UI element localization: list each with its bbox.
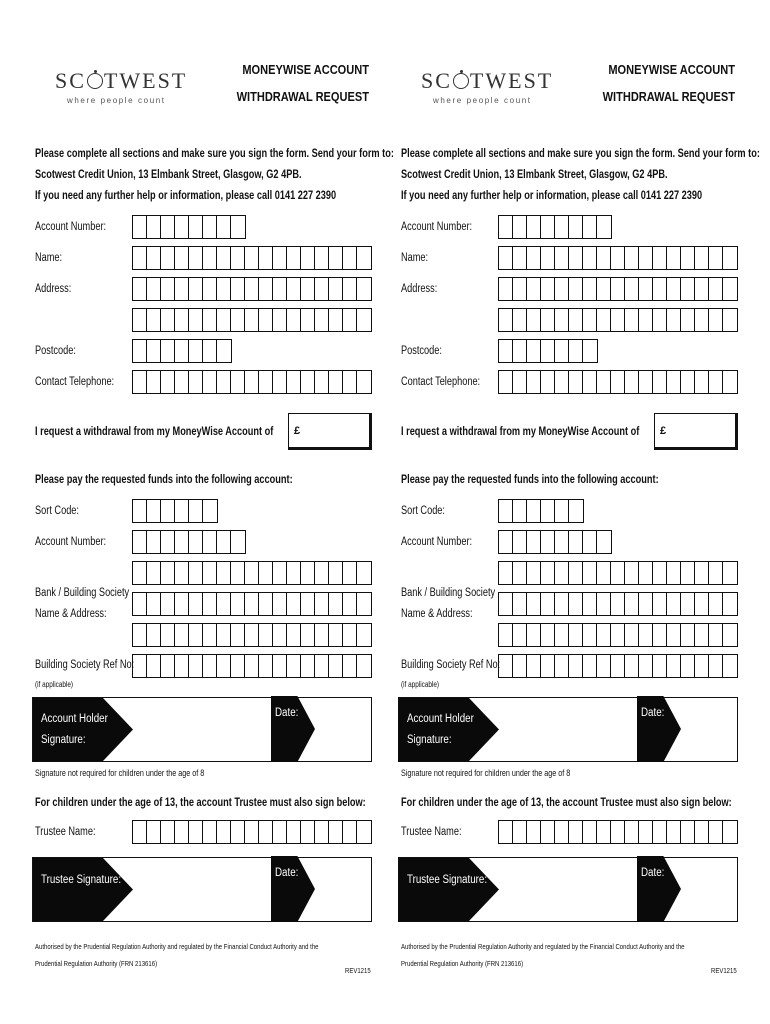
address-label: Address:: [401, 283, 438, 295]
account-number-boxes[interactable]: [132, 215, 246, 239]
address-boxes-line1[interactable]: [132, 277, 372, 301]
signature-age-note: Signature not required for children under the age of 8: [35, 768, 205, 778]
account-holder-label-line1: Account Holder: [41, 713, 108, 725]
form-title-line2: WITHDRAWAL REQUEST: [236, 89, 369, 104]
sort-code-label: Sort Code:: [35, 505, 79, 517]
trustee-signature-label: Trustee Signature:: [407, 874, 488, 886]
footer-line1: Authorised by the Prudential Regulation Authority and regulated by the Financial Conduct Authority and the: [35, 942, 319, 951]
account-number-boxes[interactable]: [498, 215, 612, 239]
trustee-name-label: Trustee Name:: [401, 826, 462, 838]
withdrawal-request-text: I request a withdrawal from my MoneyWise Account of: [35, 426, 274, 438]
logo-tagline: where people count: [433, 96, 532, 105]
trustee-signature-box[interactable]: [32, 857, 372, 922]
account-holder-signature-box[interactable]: [398, 697, 738, 762]
if-applicable-note: (if applicable): [401, 680, 440, 689]
bank-label-line2: Name & Address:: [35, 608, 107, 620]
logo-ring-icon: [87, 73, 103, 89]
contact-telephone-label: Contact Telephone:: [401, 376, 481, 388]
postcode-boxes[interactable]: [498, 339, 598, 363]
trustee-heading: For children under the age of 13, the account Trustee must also sign below:: [401, 797, 732, 809]
form-title-line2: WITHDRAWAL REQUEST: [602, 89, 735, 104]
bank-address-boxes-line3[interactable]: [498, 623, 738, 647]
pay-to-heading: Please pay the requested funds into the following account:: [35, 474, 293, 486]
account-holder-label-line2: Signature:: [407, 734, 452, 746]
postcode-label: Postcode:: [35, 345, 76, 357]
footer-line1: Authorised by the Prudential Regulation Authority and regulated by the Financial Conduct Authority and the: [401, 942, 685, 951]
signature-age-note: Signature not required for children under the age of 8: [401, 768, 571, 778]
address-boxes-line2[interactable]: [132, 308, 372, 332]
account-holder-signature-box[interactable]: [32, 697, 372, 762]
account-number-label: Account Number:: [35, 221, 107, 233]
date-arrow-icon: [271, 856, 315, 922]
withdrawal-form-right: [366, 0, 760, 1024]
sort-code-boxes[interactable]: [498, 499, 584, 523]
trustee-name-boxes[interactable]: [132, 820, 372, 844]
trustee-date-label: Date:: [641, 867, 665, 879]
trustee-date-label: Date:: [275, 867, 299, 879]
address-label: Address:: [35, 283, 72, 295]
form-title-line1: MONEYWISE ACCOUNT: [242, 62, 369, 77]
contact-telephone-boxes[interactable]: [132, 370, 372, 394]
intro-line1: Please complete all sections and make sure you sign the form. Send your form to:: [401, 148, 760, 160]
account-holder-label-line2: Signature:: [41, 734, 86, 746]
scotwest-logo: SC TWEST where people count: [421, 68, 554, 105]
pay-account-number-boxes[interactable]: [132, 530, 246, 554]
bank-label-line1: Bank / Building Society: [35, 587, 130, 599]
intro-line2: Scotwest Credit Union, 13 Elmbank Street, Glasgow, G2 4PB.: [35, 169, 302, 181]
revision-code: REV1215: [711, 966, 737, 975]
contact-telephone-label: Contact Telephone:: [35, 376, 115, 388]
logo-ring-icon: [453, 73, 469, 89]
pay-to-heading: Please pay the requested funds into the following account:: [401, 474, 659, 486]
trustee-heading: For children under the age of 13, the account Trustee must also sign below:: [35, 797, 366, 809]
name-label: Name:: [401, 252, 429, 264]
if-applicable-note: (if applicable): [35, 680, 74, 689]
withdrawal-amount-field[interactable]: [288, 413, 372, 450]
building-society-ref-boxes[interactable]: [132, 654, 372, 678]
postcode-label: Postcode:: [401, 345, 442, 357]
trustee-name-boxes[interactable]: [498, 820, 738, 844]
bank-address-boxes-line1[interactable]: [498, 561, 738, 585]
date-arrow-icon: [637, 856, 681, 922]
building-society-ref-label: Building Society Ref No:: [401, 659, 501, 671]
name-boxes[interactable]: [498, 246, 738, 270]
logo-tagline: where people count: [67, 96, 166, 105]
intro-line3: If you need any further help or information, please call 0141 227 2390: [401, 190, 703, 202]
footer-line2: Prudential Regulation Authority (FRN 213616): [401, 959, 524, 968]
bank-address-boxes-line2[interactable]: [498, 592, 738, 616]
bank-label-line1: Bank / Building Society: [401, 587, 496, 599]
signature-date-label: Date:: [641, 707, 665, 719]
address-boxes-line2[interactable]: [498, 308, 738, 332]
date-arrow-icon: [637, 696, 681, 762]
signature-date-label: Date:: [275, 707, 299, 719]
withdrawal-request-text: I request a withdrawal from my MoneyWise Account of: [401, 426, 640, 438]
address-boxes-line1[interactable]: [498, 277, 738, 301]
pay-account-number-label: Account Number:: [35, 536, 107, 548]
trustee-signature-box[interactable]: [398, 857, 738, 922]
account-number-label: Account Number:: [401, 221, 473, 233]
footer-line2: Prudential Regulation Authority (FRN 213616): [35, 959, 158, 968]
bank-address-boxes-line2[interactable]: [132, 592, 372, 616]
intro-line1: Please complete all sections and make sure you sign the form. Send your form to:: [35, 148, 394, 160]
currency-symbol: £: [294, 425, 301, 437]
currency-symbol: £: [660, 425, 667, 437]
postcode-boxes[interactable]: [132, 339, 232, 363]
form-title-line1: MONEYWISE ACCOUNT: [608, 62, 735, 77]
bank-label-line2: Name & Address:: [401, 608, 473, 620]
bank-address-boxes-line1[interactable]: [132, 561, 372, 585]
building-society-ref-boxes[interactable]: [498, 654, 738, 678]
date-arrow-icon: [271, 696, 315, 762]
intro-line2: Scotwest Credit Union, 13 Elmbank Street, Glasgow, G2 4PB.: [401, 169, 668, 181]
contact-telephone-boxes[interactable]: [498, 370, 738, 394]
scotwest-logo: SC TWEST where people count: [55, 68, 188, 105]
intro-line3: If you need any further help or information, please call 0141 227 2390: [35, 190, 337, 202]
withdrawal-amount-field[interactable]: [654, 413, 738, 450]
bank-address-boxes-line3[interactable]: [132, 623, 372, 647]
revision-code: REV1215: [345, 966, 371, 975]
name-label: Name:: [35, 252, 63, 264]
sort-code-label: Sort Code:: [401, 505, 445, 517]
trustee-signature-label: Trustee Signature:: [41, 874, 122, 886]
sort-code-boxes[interactable]: [132, 499, 218, 523]
pay-account-number-boxes[interactable]: [498, 530, 612, 554]
pay-account-number-label: Account Number:: [401, 536, 473, 548]
name-boxes[interactable]: [132, 246, 372, 270]
trustee-name-label: Trustee Name:: [35, 826, 96, 838]
account-holder-label-line1: Account Holder: [407, 713, 474, 725]
building-society-ref-label: Building Society Ref No:: [35, 659, 135, 671]
